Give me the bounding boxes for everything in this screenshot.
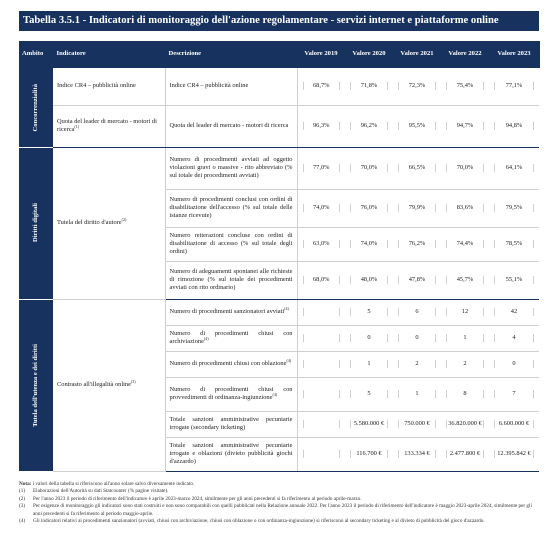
- page: [19, 11, 539, 526]
- table-row: [19, 105, 539, 147]
- value-cell: 76,2%: [393, 227, 441, 261]
- value-cell: 6: [393, 299, 441, 325]
- value-cell: 63,0%: [297, 227, 345, 261]
- table-row: [19, 68, 539, 105]
- value-cell: 8: [441, 377, 489, 411]
- value-cell: 1: [345, 351, 393, 377]
- value-cell: 2.477.800 €: [441, 437, 489, 471]
- value-cell: 79,9%: [393, 189, 441, 227]
- note-item: (1) Elaborazioni dell'Autorità su dati Statcounter (% pagine visitate).: [19, 488, 169, 495]
- value-cell: [297, 411, 345, 437]
- description-cell: Numero di procedimenti conclusi con ordini di disabilitazione dell'accesso (% sul totale delle istanze ricevute): [165, 189, 297, 227]
- value-cell: 6.600.000 €: [489, 411, 539, 437]
- value-cell: [297, 377, 345, 411]
- value-cell: 75,4%: [441, 68, 489, 105]
- value-cell: 74,0%: [297, 189, 345, 227]
- value-cell: 74,0%: [345, 227, 393, 261]
- value-cell: 0: [489, 351, 539, 377]
- value-cell: 64,1%: [489, 147, 539, 189]
- header-2023: Valore 2023: [489, 41, 539, 68]
- value-cell: 750.000 €: [393, 411, 441, 437]
- value-cell: 77,0%: [297, 147, 345, 189]
- value-cell: 12: [441, 299, 489, 325]
- indicator-cell: Tutela del diritto d'autore$^{(2)}$: [53, 147, 165, 299]
- value-cell: 5: [345, 299, 393, 325]
- description-cell: Numero di procedimenti sanzionatori avviati$^{(4)}$: [165, 299, 297, 325]
- value-cell: 66,5%: [393, 147, 441, 189]
- value-cell: 47,8%: [393, 261, 441, 299]
- value-cell: 12.395.842 €: [489, 437, 539, 471]
- value-cell: 0: [345, 325, 393, 351]
- value-cell: 55,1%: [489, 261, 539, 299]
- value-cell: 95,5%: [393, 105, 441, 147]
- value-cell: 76,0%: [345, 189, 393, 227]
- value-cell: [297, 437, 345, 471]
- table-notes: [19, 481, 539, 527]
- description-cell: Totale sanzioni amministrative pecuniarie irrogate (secondary ticketing): [165, 411, 297, 437]
- value-cell: 71,8%: [345, 68, 393, 105]
- value-cell: 0: [393, 325, 441, 351]
- value-cell: [297, 325, 345, 351]
- description-cell: Indice CR4 – pubblicità online: [165, 68, 297, 105]
- table-title: Tabella 3.5.1 - Indicatori di monitoraggio dell'azione regolamentare - servizi internet e piattaforme online: [19, 11, 539, 31]
- value-cell: 94,8%: [489, 105, 539, 147]
- value-cell: 7: [489, 377, 539, 411]
- value-cell: 68,7%: [297, 68, 345, 105]
- description-cell: Numero reiterazioni concluse con ordini di disabilitazione di accesso (% sul totale degli ordini): [165, 227, 297, 261]
- note-item: (2) Per l'anno 2023 il periodo di riferimento dell'indicatore è aprile 2023-marzo 2024, similmente per gli anni precedenti si fa riferimento al periodo aprile-marzo.: [19, 495, 362, 502]
- description-cell: Numero di procedimenti chiusi con oblazione$^{(4)}$: [165, 351, 297, 377]
- value-cell: 77,1%: [489, 68, 539, 105]
- description-cell: Numero di procedimenti avviati ad oggetto violazioni gravi o massive - rito abbreviato (% sul totale dei procedimenti avviati): [165, 147, 297, 189]
- value-cell: 78,5%: [489, 227, 539, 261]
- header-row: [19, 41, 539, 68]
- value-cell: 1: [441, 325, 489, 351]
- section-diritti-digitali: Diritti digitali: [19, 147, 53, 299]
- value-cell: 2: [441, 351, 489, 377]
- value-cell: 133.334 €: [393, 437, 441, 471]
- description-cell: Numero di procedimenti chiusi con provvedimenti di ordinanza-ingiunzione$^{(4)}$: [165, 377, 297, 411]
- note-item: (4) Gli indicatori relativi ai procedimenti sanzionatori (avviati, chiusi con archiviazione, chiusi con oblazione o con ordinanza-ingiunzione) si riferiscono al secondary ticketing e al divieto di pubblicità del gioco d'azzardo.: [19, 518, 485, 525]
- value-cell: 5.580.000 €: [345, 411, 393, 437]
- value-cell: 94,7%: [441, 105, 489, 147]
- header-descrizione: Descrizione: [165, 41, 297, 68]
- header-indicatore: Indicatore: [53, 41, 165, 68]
- indicator-cell: Contrasto all'illegalità online$^{(3)}$: [53, 299, 165, 471]
- description-cell: Numero di adeguamenti spontanei alle richieste di rimozione (% sul totale dei procedimenti avviati con rito ordinario): [165, 261, 297, 299]
- indicator-cell: Quota del leader di mercato - motori di ricerca$^{(1)}$: [53, 105, 165, 147]
- value-cell: 96,3%: [297, 105, 345, 147]
- value-cell: 74,4%: [441, 227, 489, 261]
- value-cell: 68,0%: [297, 261, 345, 299]
- header-2022: Valore 2022: [441, 41, 489, 68]
- value-cell: 48,0%: [345, 261, 393, 299]
- value-cell: 1: [393, 377, 441, 411]
- description-cell: Totale sanzioni amministrative pecuniarie irrogate e oblazioni (divieto pubblicità giochi d'azzardo): [165, 437, 297, 471]
- value-cell: 45,7%: [441, 261, 489, 299]
- header-2021: Valore 2021: [393, 41, 441, 68]
- value-cell: 36.820.000 €: [441, 411, 489, 437]
- note-item: (3) Per esigenze di monitoraggio gli indicatori sono stati costruiti e non sono comparabili con quelli pubblicati nella Relazione annuale 2022. Per l'anno 2023 il periodo di riferimento dell'indicatore è maggio 2023-aprile 2024, similmente per gli anni precedenti si fa riferimento al periodo maggio-aprile.: [19, 503, 532, 517]
- value-cell: 79,5%: [489, 189, 539, 227]
- value-cell: 2: [393, 351, 441, 377]
- header-ambito: Ambito: [19, 41, 53, 68]
- section-concorrenzialita: Concorrenzialità: [19, 68, 53, 147]
- note-general: Nota: i valori della tabella si riferiscono all'anno solare salvo diversamente indicato.: [19, 480, 195, 487]
- header-2019: Valore 2019: [297, 41, 345, 68]
- table-row: [19, 147, 539, 189]
- header-2020: Valore 2020: [345, 41, 393, 68]
- value-cell: 70,0%: [345, 147, 393, 189]
- table-row: [19, 299, 539, 325]
- value-cell: [297, 351, 345, 377]
- value-cell: [297, 299, 345, 325]
- value-cell: 4: [489, 325, 539, 351]
- value-cell: 72,3%: [393, 68, 441, 105]
- value-cell: 96,2%: [345, 105, 393, 147]
- description-cell: Quota del leader di mercato - motori di ricerca: [165, 105, 297, 147]
- description-cell: Numero di procedimenti chiusi con archiviazione$^{(4)}$: [165, 325, 297, 351]
- value-cell: 70,0%: [441, 147, 489, 189]
- value-cell: 42: [489, 299, 539, 325]
- value-cell: 83,6%: [441, 189, 489, 227]
- section-tutela-utenza: Tutela dell'utenza e dei diritti: [19, 299, 53, 471]
- indicator-cell: Indice CR4 – pubblicità online: [53, 68, 165, 105]
- value-cell: 116.700 €: [345, 437, 393, 471]
- value-cell: 5: [345, 377, 393, 411]
- indicators-table: [19, 41, 540, 472]
